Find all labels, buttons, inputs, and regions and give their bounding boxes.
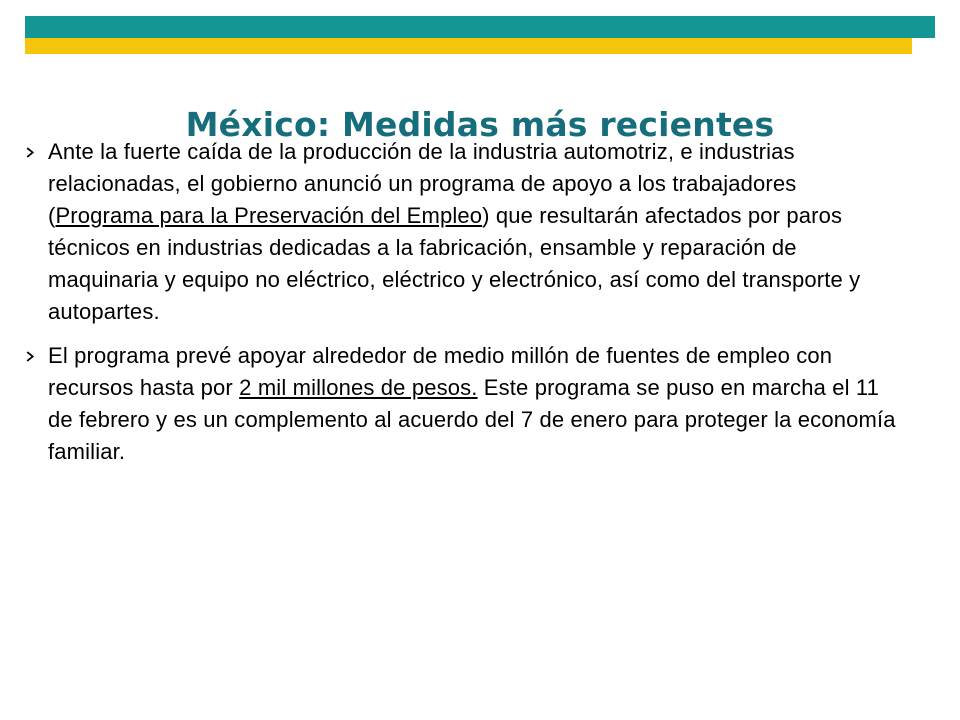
bullet-text — [48, 340, 902, 468]
bullet-item — [22, 340, 902, 468]
arrow-bullet-icon — [25, 351, 36, 362]
program-name-underlined: Programa para la Preservación del Empleo — [55, 203, 483, 228]
bullet-text-after: Este programa se puso en marcha el 11 de febrero y es un complemento al acuerdo del 7 de enero para proteger la economía familiar. — [48, 375, 896, 464]
bullet-text-before: El programa prevé apoyar alrededor de medio millón de fuentes de empleo con recursos hasta por — [48, 343, 833, 400]
bullet-item — [22, 136, 902, 328]
header-bar-yellow — [25, 38, 912, 54]
bullet-text-after: ) que resultarán afectados por paros técnicos en industrias dedicadas a la fabricación, ensamble y reparación de maquinaria y equipo no eléctrico, eléctrico y electrónico, así como del transporte y autopartes. — [48, 203, 861, 324]
amount-underlined: 2 mil millones de pesos. — [239, 375, 478, 400]
header-bar-teal — [25, 16, 935, 38]
slide-title: México: Medidas más recientes — [185, 105, 775, 144]
bullet-list — [22, 136, 902, 480]
bullet-text — [48, 136, 902, 328]
bullet-text-before: Ante la fuerte caída de la producción de la industria automotriz, e industrias relacionadas, el gobierno anunció un programa de apoyo a los trabajadores ( — [48, 139, 797, 228]
arrow-bullet-icon — [25, 147, 36, 158]
